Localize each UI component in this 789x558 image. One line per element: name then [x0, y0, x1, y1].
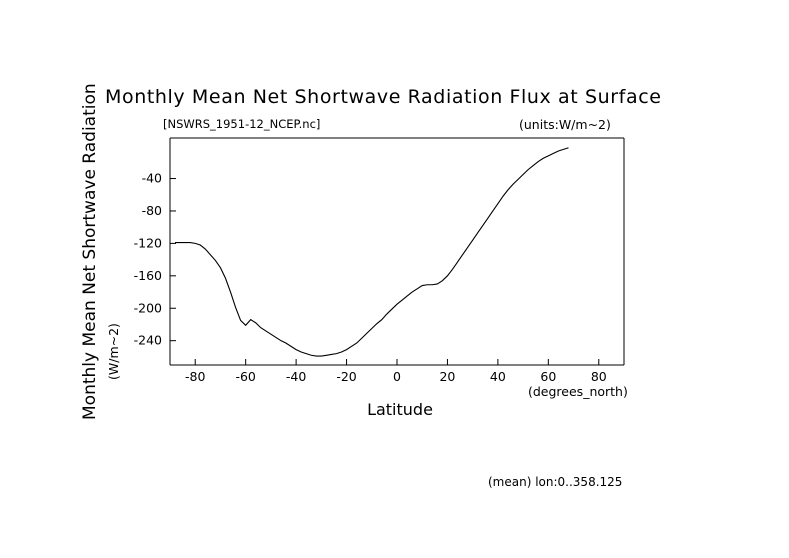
axis-frame — [170, 138, 624, 365]
x-axis-label: Latitude — [367, 400, 433, 419]
y-tick-label: -160 — [133, 267, 162, 283]
x-tick-label: -40 — [285, 369, 307, 384]
units-label: (units:W/m~2) — [519, 117, 611, 132]
x-tick-label: 80 — [590, 369, 607, 384]
y-tick-label: -200 — [133, 300, 162, 316]
y-tick-label: -240 — [133, 332, 162, 348]
x-tick-label: -60 — [235, 369, 256, 384]
x-tick-label: 0 — [393, 369, 401, 384]
x-tick-label: -20 — [336, 369, 357, 384]
y-tick-label: -120 — [133, 235, 162, 251]
y-axis-units-label: (W/m~2) — [106, 323, 121, 380]
axis-tick-labels — [134, 171, 607, 384]
x-tick-label: 60 — [540, 369, 557, 384]
chart-title: Monthly Mean Net Shortwave Radiation Flux at Surface — [105, 86, 662, 108]
x-tick-label: 20 — [439, 369, 456, 384]
data-series-line — [175, 148, 568, 356]
y-tick-label: -40 — [141, 170, 162, 186]
footer-note: (mean) lon:0..358.125 — [488, 475, 623, 489]
y-tick-label: -80 — [141, 202, 162, 218]
dataset-filename-label: [NSWRS_1951-12_NCEP.nc] — [163, 117, 321, 131]
axis-ticks — [170, 179, 599, 365]
y-axis-label: Monthly Mean Net Shortwave Radiation — [80, 83, 100, 420]
x-tick-label: -80 — [185, 369, 206, 384]
x-tick-label: 40 — [489, 369, 506, 384]
x-axis-units-label: (degrees_north) — [528, 384, 628, 399]
